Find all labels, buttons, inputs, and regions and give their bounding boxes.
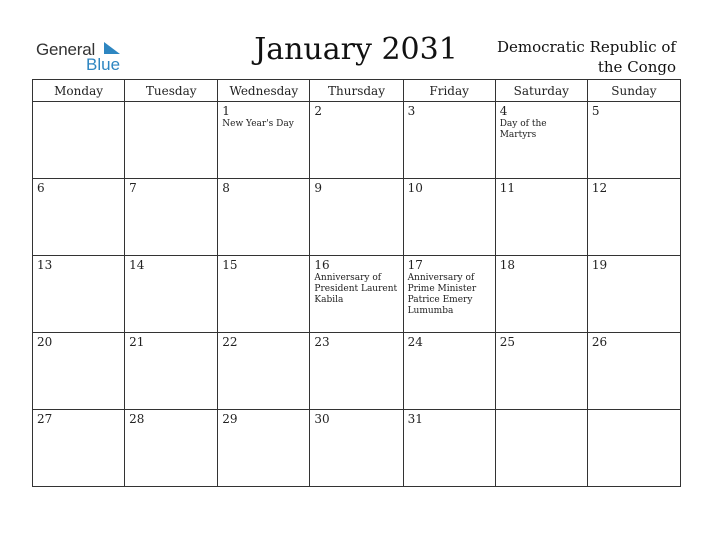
day-cell[interactable] xyxy=(495,102,587,179)
day-cell[interactable] xyxy=(495,179,587,256)
weekday-header: Monday xyxy=(33,80,125,102)
day-cell[interactable] xyxy=(310,333,403,410)
day-number: 27 xyxy=(37,412,53,426)
logo-text-blue: Blue xyxy=(86,55,121,74)
day-number: 6 xyxy=(37,181,45,195)
day-number: 15 xyxy=(222,258,238,272)
weekday-header: Wednesday xyxy=(218,80,310,102)
day-cell[interactable] xyxy=(310,256,403,333)
day-cell xyxy=(495,410,587,487)
day-cell xyxy=(125,102,218,179)
day-number: 29 xyxy=(222,412,238,426)
day-number: 11 xyxy=(499,181,515,195)
day-number: 16 xyxy=(314,258,330,272)
day-cell[interactable] xyxy=(125,256,218,333)
holiday-label: Anniversary of President Laurent Kabila xyxy=(314,273,398,305)
day-cell[interactable] xyxy=(33,256,125,333)
holiday-label: New Year's Day xyxy=(222,119,294,129)
day-cell[interactable] xyxy=(33,179,125,256)
weekday-header-row xyxy=(33,80,681,102)
day-number: 26 xyxy=(591,335,608,349)
week-row xyxy=(33,102,681,179)
day-cell[interactable] xyxy=(403,102,495,179)
day-cell[interactable] xyxy=(403,333,495,410)
day-cell[interactable] xyxy=(33,410,125,487)
day-cell xyxy=(587,410,680,487)
day-number: 22 xyxy=(222,335,238,349)
country-line-2: the Congo xyxy=(597,58,676,76)
week-row xyxy=(33,410,681,487)
day-cell[interactable] xyxy=(33,333,125,410)
week-row xyxy=(33,333,681,410)
weekday-header: Thursday xyxy=(310,80,403,102)
logo-text-general: General xyxy=(36,40,96,59)
day-cell[interactable] xyxy=(587,179,680,256)
day-number: 24 xyxy=(407,335,423,349)
day-number: 31 xyxy=(407,412,423,426)
day-number: 30 xyxy=(314,412,330,426)
holiday-label: Anniversary of Prime Minister Patrice Emery Lumumba xyxy=(407,273,477,316)
day-cell[interactable] xyxy=(587,333,680,410)
day-number: 7 xyxy=(129,181,137,195)
day-number: 12 xyxy=(591,181,608,195)
day-number: 20 xyxy=(37,335,53,349)
day-cell[interactable] xyxy=(125,410,218,487)
day-cell[interactable] xyxy=(310,179,403,256)
country-line-1: Democratic Republic of xyxy=(496,38,676,56)
day-number: 28 xyxy=(129,412,145,426)
weekday-header: Saturday xyxy=(495,80,587,102)
day-cell[interactable] xyxy=(587,102,680,179)
day-cell xyxy=(33,102,125,179)
day-number: 10 xyxy=(407,181,423,195)
day-cell[interactable] xyxy=(310,102,403,179)
week-row xyxy=(33,179,681,256)
day-cell[interactable] xyxy=(218,333,310,410)
day-number: 8 xyxy=(222,181,230,195)
day-number: 23 xyxy=(314,335,330,349)
day-number: 4 xyxy=(499,104,508,118)
calendar-body xyxy=(33,102,681,487)
day-cell[interactable] xyxy=(125,179,218,256)
day-cell[interactable] xyxy=(403,256,495,333)
weekday-header: Friday xyxy=(403,80,495,102)
day-number: 21 xyxy=(129,335,145,349)
day-number: 1 xyxy=(222,104,230,118)
day-number: 5 xyxy=(591,104,600,118)
day-cell[interactable] xyxy=(403,410,495,487)
page-title: January 2031 xyxy=(254,32,458,67)
day-number: 17 xyxy=(407,258,423,272)
day-cell[interactable] xyxy=(125,333,218,410)
day-cell[interactable] xyxy=(218,256,310,333)
weekday-header: Sunday xyxy=(587,80,680,102)
day-number: 14 xyxy=(129,258,145,272)
day-number: 18 xyxy=(499,258,515,272)
generalblue-logo xyxy=(36,40,136,74)
day-cell[interactable] xyxy=(587,256,680,333)
day-cell[interactable] xyxy=(403,179,495,256)
calendar-grid xyxy=(32,79,681,487)
weekday-header: Tuesday xyxy=(125,80,218,102)
day-number: 25 xyxy=(499,335,515,349)
logo-triangle-icon xyxy=(102,42,122,56)
day-cell[interactable] xyxy=(218,102,310,179)
day-number: 2 xyxy=(314,104,323,118)
day-number: 13 xyxy=(37,258,53,272)
day-cell[interactable] xyxy=(218,179,310,256)
week-row xyxy=(33,256,681,333)
day-number: 19 xyxy=(591,258,608,272)
day-cell[interactable] xyxy=(495,256,587,333)
day-number: 9 xyxy=(314,181,323,195)
day-cell[interactable] xyxy=(495,333,587,410)
holiday-label: Day of the Martyrs xyxy=(499,119,547,140)
day-number: 3 xyxy=(407,104,416,118)
day-cell[interactable] xyxy=(218,410,310,487)
day-cell[interactable] xyxy=(310,410,403,487)
country-name xyxy=(476,37,676,77)
